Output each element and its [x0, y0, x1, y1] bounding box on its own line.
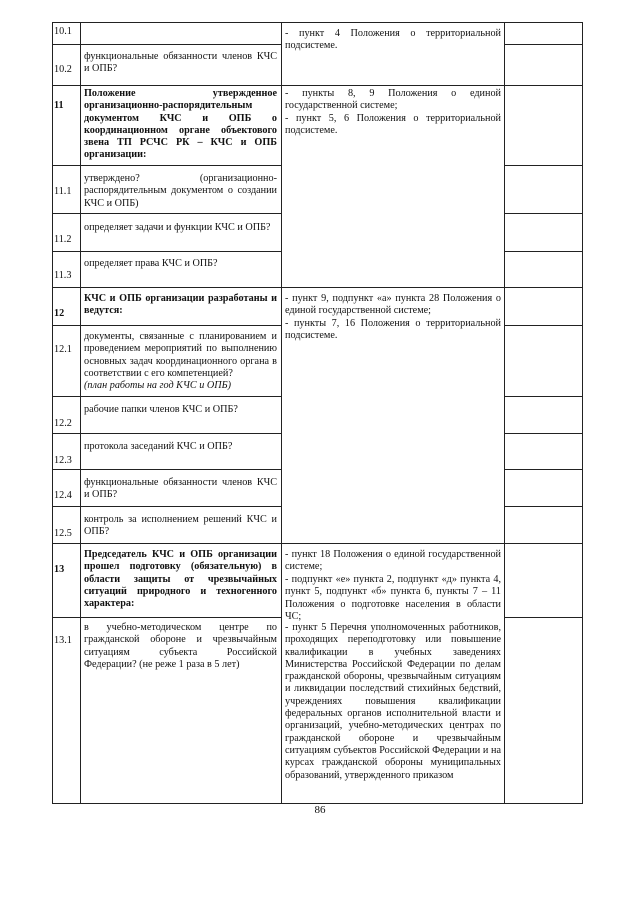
row-line	[52, 506, 281, 507]
row-number: 11.1	[54, 186, 72, 197]
row-line	[52, 251, 281, 252]
reference-text: - пункты 8, 9 Положения о единой государственной системе;	[285, 88, 501, 112]
row-line	[52, 617, 281, 618]
row-line	[52, 85, 583, 86]
question-text: функциональные обязанности членов КЧС и ОПБ?	[84, 51, 277, 75]
question-text: Положение утвержденное организационно-распорядительным документом КЧС и ОПБ о координационном органе объектового звена ТП РСЧС РК – КЧС и ОПБ организации:	[84, 88, 277, 161]
row-number: 10.1	[54, 26, 72, 37]
row-line	[52, 44, 281, 45]
row-line	[52, 287, 583, 288]
row-line	[52, 469, 281, 470]
question-text: протокола заседаний КЧС и ОПБ?	[84, 441, 233, 452]
table-border-left	[52, 22, 53, 803]
row-number: 13	[54, 564, 65, 575]
row-number: 12.1	[54, 344, 72, 355]
row-number: 12.4	[54, 490, 72, 501]
row-line	[504, 251, 583, 252]
reference-text: - пункт 5 Перечня уполномоченных работников, проходящих переподготовку или повышение квалификации в учебных заведениях Министерства Российской Федерации по делам гражданской обороны, чрезвычайным ситуациям и ликвидации последствий стихийных бедствий, учреждениях повышения квалификации федеральных органов исполнительной власти и организаций, учебно-методических центрах по гражданской обороне и чрезвычайным ситуациям субъектов Российской Федерации и на курсах гражданской обороны муниципальных образований, утвержденного приказом	[285, 622, 501, 781]
row-line	[52, 396, 281, 397]
question-text: документы, связанные с планированием и проведением мероприятий по выполнению основных задач координационного органа в соответствии с его компетенцией?	[84, 331, 277, 379]
row-number: 12.2	[54, 418, 72, 429]
row-number: 10.2	[54, 64, 72, 75]
question-text: определяет права КЧС и ОПБ?	[84, 258, 218, 269]
table-border-question	[281, 22, 282, 803]
page-number: 86	[314, 804, 326, 816]
table-border-right	[582, 22, 583, 803]
table-border-ref	[504, 22, 505, 803]
row-line	[504, 165, 583, 166]
row-line	[52, 433, 281, 434]
reference-text: - пункт 5, 6 Положения о территориальной подсистеме.	[285, 113, 501, 137]
row-line	[504, 213, 583, 214]
question-text: КЧС и ОПБ организации разработаны и ведутся:	[84, 293, 277, 317]
row-number: 11	[54, 100, 64, 111]
question-text: контроль за исполнением решений КЧС и ОПБ?	[84, 514, 277, 538]
question-text: рабочие папки членов КЧС и ОПБ?	[84, 404, 238, 415]
question-text: в учебно-методическом центре по гражданской обороне и чрезвычайным ситуациям субъекта Российской Федерации? (не реже 1 раза в 5 лет)	[84, 622, 277, 670]
row-line	[504, 433, 583, 434]
row-line	[52, 213, 281, 214]
question-text: определяет задачи и функции КЧС и ОПБ?	[84, 222, 271, 233]
question-note: (план работы на год КЧС и ОПБ)	[84, 380, 232, 391]
row-line	[52, 165, 281, 166]
row-number: 12	[54, 308, 65, 319]
row-number: 13.1	[54, 635, 72, 646]
question-text: функциональные обязанности членов КЧС и ОПБ?	[84, 477, 277, 501]
row-line	[504, 506, 583, 507]
reference-text: - пункты 7, 16 Положения о территориальной подсистеме.	[285, 318, 501, 342]
table-border-num	[80, 22, 81, 803]
row-number: 12.5	[54, 528, 72, 539]
row-line	[504, 325, 583, 326]
row-line	[504, 44, 583, 45]
row-number: 11.2	[54, 234, 72, 245]
row-line	[52, 325, 281, 326]
row-number: 11.3	[54, 270, 72, 281]
row-line	[52, 543, 583, 544]
reference-text: - пункт 9, подпункт «а» пункта 28 Положения о единой государственной системе;	[285, 293, 501, 317]
question-text: Председатель КЧС и ОПБ организации прошел подготовку (обязательную) в области защиты от чрезвычайных ситуаций природного и техногенного характера:	[84, 549, 277, 610]
row-line	[504, 469, 583, 470]
row-number: 12.3	[54, 455, 72, 466]
reference-text: - пункт 4 Положения о территориальной подсистеме.	[285, 28, 501, 52]
question-text: утверждено? (организационно-распорядительным документом о создании КЧС и ОПБ)	[84, 173, 277, 209]
row-line	[504, 396, 583, 397]
row-line	[52, 22, 583, 23]
reference-text: - подпункт «е» пункта 2, подпункт «д» пункта 4, пункт 5, подпункт «б» пункта 6, пункты 7 – 11 Положения о подготовке населения в области ЧС;	[285, 574, 501, 622]
reference-text: - пункт 18 Положения о единой государственной системе;	[285, 549, 501, 573]
row-line	[504, 617, 583, 618]
